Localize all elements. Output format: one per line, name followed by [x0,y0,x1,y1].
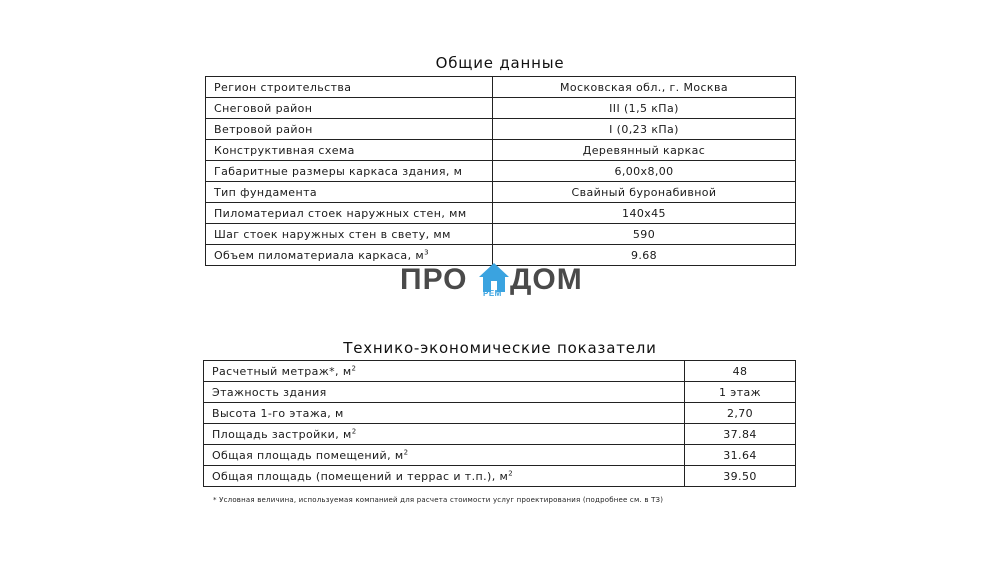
row-label [204,466,685,487]
tep-table [203,360,796,487]
table-row [206,140,796,161]
row-label: Пиломатериал стоек наружных стен, мм [206,203,493,224]
row-value: 1 этаж [685,382,796,403]
row-value: 9.68 [493,245,796,266]
row-value: Деревянный каркас [493,140,796,161]
row-value: 2,70 [685,403,796,424]
logo-subtext: РЕМ [483,289,502,298]
row-value: Свайный буронабивной [493,182,796,203]
table-row [204,424,796,445]
row-label: Высота 1-го этажа, м [204,403,685,424]
row-label-text: Общая площадь помещений, м [212,448,404,462]
footnote: * Условная величина, используемая компанией для расчета стоимости услуг проектирования (подробнее см. в ТЗ) [213,496,664,504]
table-row [206,182,796,203]
row-label: Тип фундамента [206,182,493,203]
table-row [204,361,796,382]
row-label-text: Расчетный метраж*, м [212,364,352,378]
table-row [204,466,796,487]
unit-superscript: 3 [424,247,429,256]
table-row [204,403,796,424]
table-row [206,224,796,245]
row-value: III (1,5 кПа) [493,98,796,119]
row-label: Габаритные размеры каркаса здания, м [206,161,493,182]
unit-superscript: 2 [351,363,357,372]
row-value: 140x45 [493,203,796,224]
logo-text-left: ПРО [400,263,468,296]
row-value: 590 [493,224,796,245]
row-label: Этажность здания [204,382,685,403]
tep-title: Технико-экономические показатели [343,339,657,357]
row-label [204,445,685,466]
table-row [206,77,796,98]
row-value: 37.84 [685,424,796,445]
row-value: 48 [685,361,796,382]
logo-text-right: ДОМ [510,263,583,296]
row-label-text: Объем пиломатериала каркаса, м [214,248,425,262]
row-label-text: Площадь застройки, м [212,427,352,441]
table-row [206,203,796,224]
table-row [206,119,796,140]
general-data-table [205,76,796,266]
row-value: 31.64 [685,445,796,466]
row-label: Регион строительства [206,77,493,98]
unit-superscript: 2 [508,468,514,477]
row-value: Московская обл., г. Москва [493,77,796,98]
row-label: Шаг стоек наружных стен в свету, мм [206,224,493,245]
general-data-title: Общие данные [435,54,565,72]
table-row [204,382,796,403]
watermark-logo [400,262,600,302]
row-label-text: Общая площадь (помещений и террас и т.п.), м [212,469,509,483]
row-label: Конструктивная схема [206,140,493,161]
row-label: Ветровой район [206,119,493,140]
row-label [204,424,685,445]
table-row [204,445,796,466]
row-value: 6,00x8,00 [493,161,796,182]
row-value: 39.50 [685,466,796,487]
row-value: I (0,23 кПа) [493,119,796,140]
row-label: Снеговой район [206,98,493,119]
table-row [206,161,796,182]
table-row [206,98,796,119]
unit-superscript: 2 [403,447,409,456]
row-label [204,361,685,382]
unit-superscript: 2 [351,426,357,435]
